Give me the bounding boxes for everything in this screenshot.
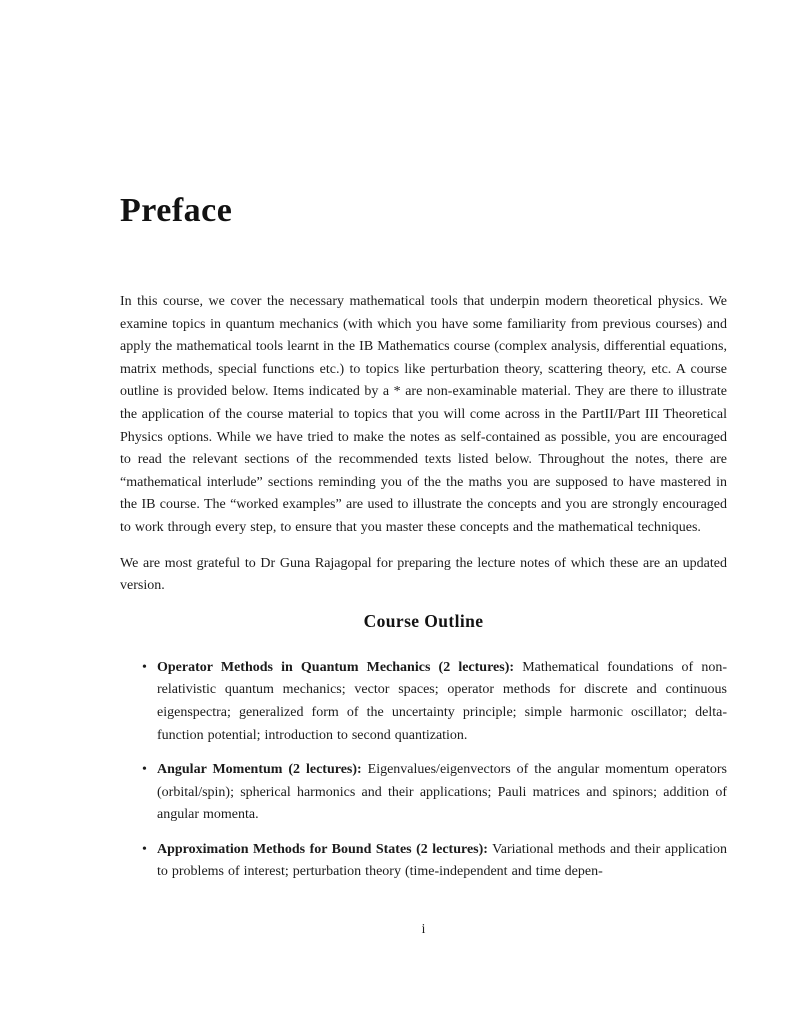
outline-item-label: Operator Methods in Quantum Mechanics (2 lectures): [157, 659, 515, 675]
outline-item-label: Angular Momentum (2 lectures): [157, 762, 362, 778]
outline-item-operator-methods [120, 657, 727, 747]
page-number: i [421, 921, 426, 936]
course-outline-heading: Course Outline [363, 610, 484, 631]
preface-paragraph-1: In this course, we cover the necessary mathematical tools that underpin modern theoretical physics. We examine topics in quantum mechanics (with which you have some familiarity from previous courses) and apply the mathematical tools learnt in the IB Mathematics course (complex analysis, differential equations, matrix methods, special functions etc.) to topics like perturbation theory, scattering theory, etc. A course outline is provided below. Items indicated by a * are non-examinable material. They are there to illustrate the application of the course material to topics that you will come across in the PartII/Part III Theoretical Physics options. While we have tried to make the notes as self-contained as possible, you are encouraged to read the relevant sections of the recommended texts listed below. Throughout the notes, there are “mathematical interlude” sections reminding you of the the maths you are supposed to have mastered in the IB course. The “worked examples” are used to illustrate the concepts and you are strongly encouraged to work through every step, to ensure that you master these concepts and the mathematical techniques. [120, 294, 727, 535]
outline-item-label: Approximation Methods for Bound States (2 lectures): [157, 841, 488, 857]
text-column [120, 0, 727, 884]
bullet-icon: • [142, 659, 147, 675]
course-outline-list [120, 657, 727, 884]
bullet-icon: • [142, 841, 147, 857]
outline-item-approximation-methods [120, 839, 727, 884]
preface-paragraph-2: We are most grateful to Dr Guna Rajagopal for preparing the lecture notes of which these are an updated version. [120, 555, 727, 594]
chapter-title: Preface [120, 192, 233, 229]
outline-item-angular-momentum [120, 759, 727, 827]
outline-item-text: Eigenvalues/eigenvectors of the angular momentum operators (orbital/spin); spherical harmonics and their applications; Pauli matrices and spinors; addition of angular momenta. [157, 762, 727, 823]
bullet-icon: • [142, 762, 147, 778]
outline-item-text: Variational methods and their application to problems of interest; perturbation theory (time-independent and time depen- [157, 841, 727, 880]
outline-item-text: Mathematical foundations of non-relativistic quantum mechanics; vector spaces; operator methods for discrete and continuous eigenspectra; generalized form of the uncertainty principle; simple harmonic oscillator; delta-function potential; introduction to second quantization. [157, 659, 727, 743]
